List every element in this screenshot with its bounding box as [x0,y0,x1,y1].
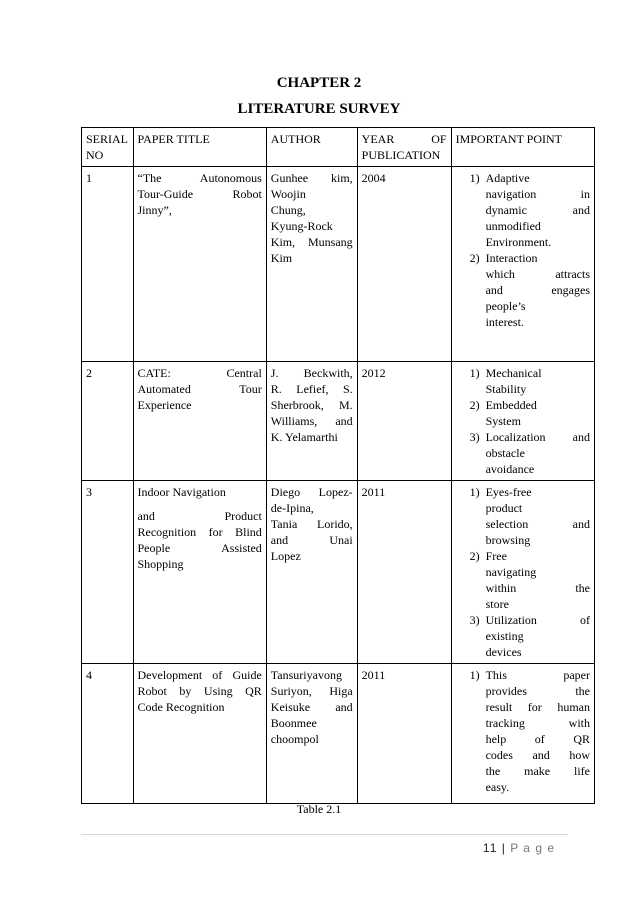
point-text-line: interest. [485,315,524,329]
point-text [486,170,590,250]
point-text-line: System [485,414,521,428]
point-text-line: help of QR [485,732,590,746]
author-line: and Unai [270,533,353,547]
point-number: 1) [469,668,480,682]
section-title: LITERATURE SURVEY [237,101,401,117]
author-line: Tansuriyavong [270,668,342,682]
paper-title-line: Development of Guide [137,668,262,682]
footer-separator: | [501,841,506,855]
table-row [82,362,595,481]
point-text-line: store [485,597,509,611]
cell-author [266,167,357,362]
point-text-line: unmodified [485,219,541,233]
author-line: Keisuke and [270,700,353,714]
list-item [456,612,590,660]
header-serial-text: SERIAL [86,132,128,146]
paper-title-line: “The Autonomous [137,171,262,185]
point-number: 1) [469,366,480,380]
list-item [456,170,590,250]
point-text-line: tracking with [485,716,590,730]
point-number: 1) [469,171,480,185]
point-text-line: avoidance [485,462,535,476]
cell-author [266,664,357,804]
point-text [486,429,590,477]
cell-serial: 3 [82,481,134,664]
list-item [456,250,590,330]
author-line: Sherbrook, M. [270,398,353,412]
list-item [456,397,590,429]
point-text-line: Adaptive [485,171,530,185]
list-item [456,667,590,795]
header-publication-word: PUBLICATION [361,148,441,162]
point-text-line: provides the [485,684,590,698]
important-points-list [456,667,590,795]
point-text [486,667,590,795]
point-text-line: navigation in [485,187,590,201]
header-of-word: OF [431,132,447,146]
paper-title-line: Automated Tour [137,382,262,396]
author-line: choompol [270,732,319,746]
point-number: 3) [469,430,480,444]
cell-important-point [451,362,594,481]
paper-title-line: Robot by Using QR [137,684,262,698]
author-line: Boonmee [270,716,317,730]
cell-serial: 1 [82,167,134,362]
point-text-line: the make life [485,764,590,778]
point-text-line: Interaction [485,251,538,265]
paper-title-line: and Product [137,509,262,523]
important-points-list [456,365,590,477]
point-text-line: devices [485,645,522,659]
cell-author [266,481,357,664]
cell-paper-title [133,167,266,362]
point-number: 3) [469,613,480,627]
paper-title-line: Shopping [137,557,184,571]
point-text-line: selection and [485,517,590,531]
footer-divider [81,834,568,835]
paper-title-line: Experience [137,398,192,412]
cell-author [266,362,357,481]
point-text-line: easy. [485,780,510,794]
author-line: Kyung-Rock [270,219,333,233]
page-footer [483,841,555,855]
table-row [82,167,595,362]
header-author: AUTHOR [266,128,357,167]
paper-title-line: People Assisted [137,541,262,555]
point-text-line: Localization and [485,430,590,444]
point-text-line: This paper [485,668,590,682]
point-text-line: product [485,501,523,515]
table-caption: Table 2.1 [296,802,342,816]
paper-title-line [138,500,262,508]
cell-year: 2011 [357,481,451,664]
header-paper-title: PAPER TITLE [133,128,266,167]
author-line: Tania Lorido, [270,517,353,531]
point-text-line: Stability [485,382,527,396]
author-line: Chung, [270,203,306,217]
point-text-line: browsing [485,533,531,547]
point-text-line: Free [485,549,507,563]
cell-important-point [451,664,594,804]
point-number: 1) [469,485,480,499]
header-year-word: YEAR [361,132,395,146]
paper-title-line: CATE: Central [137,366,262,380]
cell-paper-title [133,664,266,804]
point-text [486,397,590,429]
table-row [82,664,595,804]
cell-year: 2012 [357,362,451,481]
page-word: P a g e [510,841,555,855]
point-text-line: navigating [485,565,537,579]
important-points-list [456,170,590,330]
paper-title-line: Indoor Navigation [137,485,226,499]
table-row [82,481,595,664]
author-line: K. Yelamarthi [270,430,338,444]
point-text-line: result for human [485,700,590,714]
point-number: 2) [469,251,480,265]
point-text-line: codes and how [485,748,590,762]
point-text-line: within the [485,581,590,595]
author-line: J. Beckwith, [270,366,353,380]
author-line: R. Lefief, S. [270,382,353,396]
header-no-text: NO [86,148,104,162]
cell-serial: 2 [82,362,134,481]
point-text-line: which attracts [485,267,590,281]
paper-title-line: Recognition for Blind [137,525,262,539]
author-line: de-Ipina, [270,501,314,515]
point-text-line: dynamic and [485,203,590,217]
point-number: 2) [469,549,480,563]
point-text [486,250,590,330]
list-item [456,484,590,548]
cell-year: 2004 [357,167,451,362]
author-line: Gunhee kim, [270,171,353,185]
paper-title-line: Code Recognition [137,700,225,714]
paper-title-line: Jinny”, [137,203,172,217]
chapter-heading: CHAPTER 2 [276,75,362,91]
table-header-row [82,128,595,167]
point-text-line: Eyes-free [485,485,532,499]
point-text [486,548,590,612]
author-line: Kim, Munsang [270,235,353,249]
point-text-line: Environment. [485,235,552,249]
point-text-line: and engages [485,283,590,297]
header-important-point: IMPORTANT POINT [451,128,594,167]
point-text [486,612,590,660]
important-points-list [456,484,590,660]
cell-year: 2011 [357,664,451,804]
author-line: Lopez [270,549,301,563]
point-text-line: Embedded [485,398,537,412]
paper-title-line: Tour-Guide Robot [137,187,262,201]
cell-important-point [451,167,594,362]
point-text-line: people’s [485,299,526,313]
list-item [456,429,590,477]
author-line: Williams, and [270,414,353,428]
point-text-line: Mechanical [485,366,542,380]
author-line: Kim [270,251,293,265]
point-text-line: existing [485,629,524,643]
point-text [486,484,590,548]
cell-paper-title [133,481,266,664]
point-number: 2) [469,398,480,412]
cell-paper-title [133,362,266,481]
point-text-line: Utilization of [485,613,590,627]
header-year-of-publication [357,128,451,167]
author-line: Diego Lopez- [270,485,353,499]
cell-serial: 4 [82,664,134,804]
list-item [456,365,590,397]
list-item [456,548,590,612]
cell-important-point [451,481,594,664]
author-line: Woojin [270,187,306,201]
page-number: 11 [482,841,498,855]
point-text-line: obstacle [485,446,525,460]
author-line: Suriyon, Higa [270,684,353,698]
literature-survey-table [81,127,595,804]
point-text [486,365,590,397]
header-serial-no [82,128,134,167]
